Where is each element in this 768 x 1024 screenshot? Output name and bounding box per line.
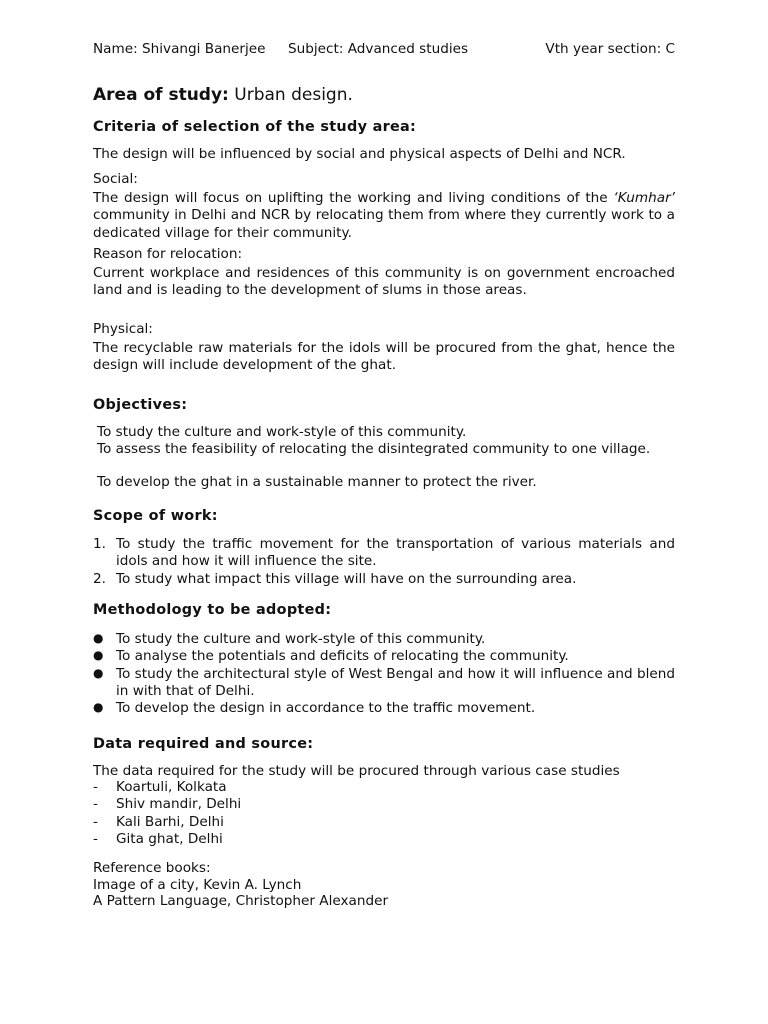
list-item	[93, 700, 675, 717]
list-item	[93, 631, 675, 648]
area-of-study-label: Area of study:	[93, 85, 229, 105]
dash-marker: -	[93, 830, 98, 847]
social-paragraph	[93, 190, 675, 242]
list-item	[93, 666, 675, 701]
list-number: 2.	[93, 570, 106, 587]
list-item	[93, 536, 675, 571]
list-item-text: To study the traffic movement for the transportation of various materials and idols and how it will influence the site.	[116, 536, 675, 570]
reference-book: Image of a city, Kevin A. Lynch	[93, 877, 302, 893]
student-name: Name: Shivangi Banerjee	[93, 41, 266, 57]
bullet-icon: ●	[93, 665, 104, 680]
list-item-text: To study what impact this village will have on the surrounding area.	[116, 570, 577, 587]
bullet-icon: ●	[93, 648, 104, 663]
list-item-text: To develop the design in accordance to the traffic movement.	[116, 700, 536, 716]
list-item	[93, 814, 675, 831]
dash-marker: -	[93, 813, 98, 830]
social-text-post: community in Delhi and NCR by relocating them from where they currently work to a dedicated village for their community.	[93, 207, 675, 241]
physical-label: Physical:	[93, 321, 153, 337]
objective-item: To assess the feasibility of relocating the disintegrated community to one village.	[97, 441, 651, 457]
social-label: Social:	[93, 171, 138, 187]
data-required-heading: Data required and source:	[93, 736, 314, 752]
list-item	[93, 571, 675, 588]
header	[93, 41, 675, 59]
kumhar-term: ‘Kumhar’	[613, 190, 675, 206]
scope-heading: Scope of work:	[93, 508, 218, 524]
objective-item: To study the culture and work-style of this community.	[97, 424, 467, 440]
scope-list	[93, 536, 675, 588]
area-of-study-value: Urban design.	[234, 85, 353, 105]
dash-marker: -	[93, 779, 98, 795]
list-item	[93, 648, 675, 665]
list-item-text: Kali Barhi, Delhi	[116, 813, 224, 830]
list-item-text: Koartuli, Kolkata	[116, 779, 227, 795]
reason-label: Reason for relocation:	[93, 246, 243, 262]
methodology-list	[93, 631, 675, 717]
list-item	[93, 831, 675, 848]
objectives-heading: Objectives:	[93, 397, 188, 413]
physical-paragraph: The recyclable raw materials for the idols will be procured from the ghat, hence the design will include development of the ghat.	[93, 340, 675, 374]
list-item-text: To study the architectural style of West Bengal and how it will influence and blend in with that of Delhi.	[116, 665, 675, 699]
year-section: Vth year section: C	[545, 41, 675, 57]
list-item	[93, 796, 675, 813]
criteria-intro: The design will be influenced by social and physical aspects of Delhi and NCR.	[93, 146, 626, 162]
list-item-text: Shiv mandir, Delhi	[116, 796, 242, 813]
reference-books-label: Reference books:	[93, 860, 211, 876]
social-text-pre: The design will focus on uplifting the working and living conditions of the	[93, 190, 608, 206]
methodology-heading: Methodology to be adopted:	[93, 602, 332, 618]
reason-paragraph: Current workplace and residences of this community is on government encroached land and is leading to the development of slums in those areas.	[93, 265, 675, 299]
list-item-text: Gita ghat, Delhi	[116, 830, 223, 847]
bullet-icon: ●	[93, 631, 104, 645]
list-number: 1.	[93, 536, 106, 552]
list-item-text: To analyse the potentials and deficits of relocating the community.	[116, 648, 569, 665]
area-of-study	[93, 85, 675, 107]
criteria-heading: Criteria of selection of the study area:	[93, 119, 417, 135]
list-item	[93, 779, 675, 796]
reference-book: A Pattern Language, Christopher Alexander	[93, 893, 389, 909]
bullet-icon: ●	[93, 700, 104, 714]
objective-item: To develop the ghat in a sustainable manner to protect the river.	[97, 474, 537, 490]
case-study-list	[93, 779, 675, 848]
dash-marker: -	[93, 796, 98, 813]
subject: Subject: Advanced studies	[288, 41, 469, 57]
data-required-intro: The data required for the study will be procured through various case studies	[93, 763, 620, 779]
list-item-text: To study the culture and work-style of this community.	[116, 631, 486, 647]
